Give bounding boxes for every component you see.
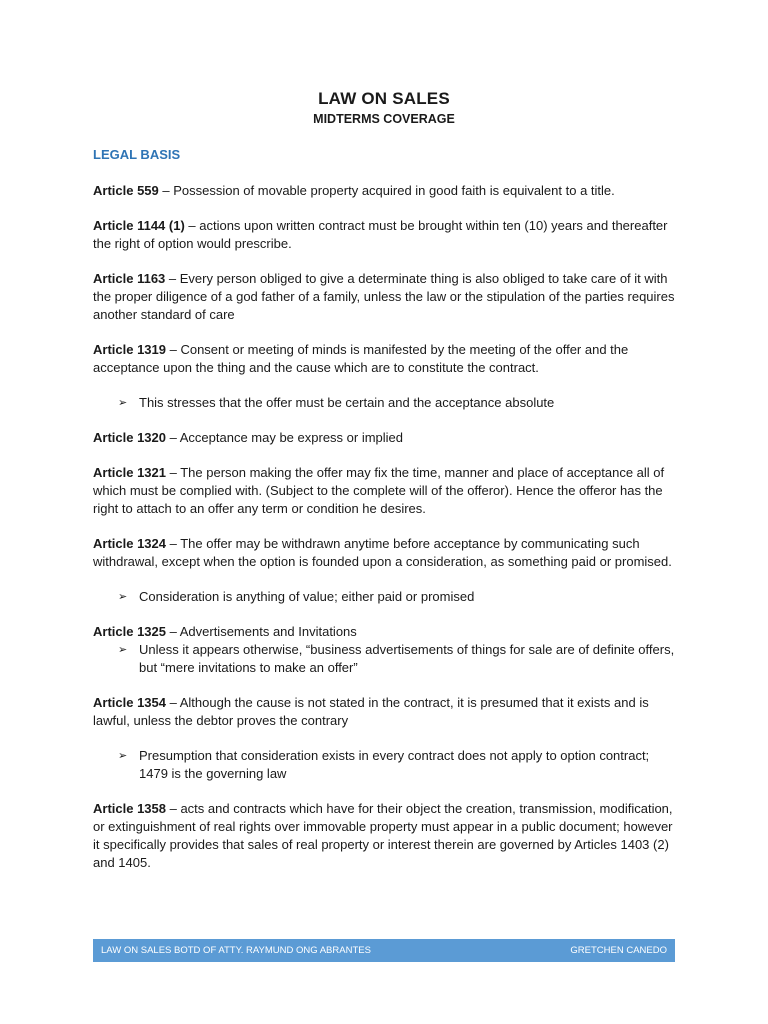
article-text: – Consent or meeting of minds is manifested by the meeting of the offer and the acceptance upon the thing and the cause which are to constitute the contract. [93, 342, 629, 375]
bullet-text: Presumption that consideration exists in every contract does not apply to option contract; 1479 is the governing law [139, 748, 650, 781]
article-text: – actions upon written contract must be brought within ten (10) years and thereafter the right of option would prescribe. [93, 218, 668, 251]
arrow-bullet-icon: ➢ [118, 397, 128, 409]
article-1321 [93, 464, 678, 518]
footer-bar [93, 939, 675, 962]
arrow-bullet-icon: ➢ [118, 750, 128, 762]
article-text: – The offer may be withdrawn anytime before acceptance by communicating such withdrawal, except when the option is founded upon a consideration, as something paid or promised. [93, 536, 672, 569]
document-title: LAW ON SALES [318, 89, 450, 108]
footer-author: GRETCHEN CANEDO [570, 945, 667, 956]
article-label: Article 1321 [93, 465, 166, 480]
article-1144 [93, 217, 678, 253]
article-label: Article 1319 [93, 342, 166, 357]
article-1324 [93, 535, 678, 571]
article-label: Article 1320 [93, 430, 166, 445]
article-text: – Acceptance may be express or implied [166, 430, 404, 445]
arrow-bullet-icon: ➢ [118, 644, 128, 656]
article-559 [93, 182, 678, 200]
article-label: Article 1358 [93, 801, 166, 816]
article-1319 [93, 341, 678, 377]
article-1320 [93, 429, 678, 447]
article-text: – acts and contracts which have for their object the creation, transmission, modification, or extinguishment of real rights over immovable property must appear in a public document; however it specifically provides that sales of real property or interest therein are governed by Articles 1403 (2) and 1405. [93, 801, 673, 870]
article-label: Article 1144 (1) [93, 218, 185, 233]
article-1358 [93, 800, 678, 872]
article-text: – Advertisements and Invitations [166, 624, 357, 639]
section-heading: LEGAL BASIS [93, 147, 181, 162]
article-1354 [93, 694, 678, 730]
article-label: Article 1354 [93, 695, 166, 710]
article-text: – Every person obliged to give a determinate thing is also obliged to take care of it with the proper diligence of a god father of a family, unless the law or the stipulation of the parties requires another standard of care [93, 271, 675, 322]
article-text: – Although the cause is not stated in the contract, it is presumed that it exists and is lawful, unless the debtor proves the contrary [93, 695, 649, 728]
article-label: Article 1325 [93, 624, 166, 639]
bullet-item [118, 641, 678, 677]
article-1325 [93, 623, 678, 641]
bullet-item [118, 747, 678, 783]
article-1163 [93, 270, 678, 324]
document-body [93, 182, 678, 889]
article-label: Article 1324 [93, 536, 166, 551]
article-text: – The person making the offer may fix the time, manner and place of acceptance all of which must be complied with. (Subject to the complete will of the offeror). Hence the offeror has the right to attach to an offer any term or condition he desires. [93, 465, 665, 516]
footer-course-title: LAW ON SALES BOTD OF ATTY. RAYMUND ONG ABRANTES [101, 945, 371, 956]
article-text: – Possession of movable property acquired in good faith is equivalent to a title. [158, 183, 615, 198]
bullet-text: Unless it appears otherwise, “business advertisements of things for sale are of definite offers, but “mere invitations to make an offer” [139, 642, 675, 675]
article-label: Article 1163 [93, 271, 166, 286]
bullet-text: Consideration is anything of value; either paid or promised [139, 589, 475, 604]
article-label: Article 559 [93, 183, 159, 198]
arrow-bullet-icon: ➢ [118, 591, 128, 603]
document-subtitle: MIDTERMS COVERAGE [313, 112, 455, 126]
bullet-text: This stresses that the offer must be certain and the acceptance absolute [139, 395, 555, 410]
bullet-item [118, 588, 678, 606]
bullet-item [118, 394, 678, 412]
